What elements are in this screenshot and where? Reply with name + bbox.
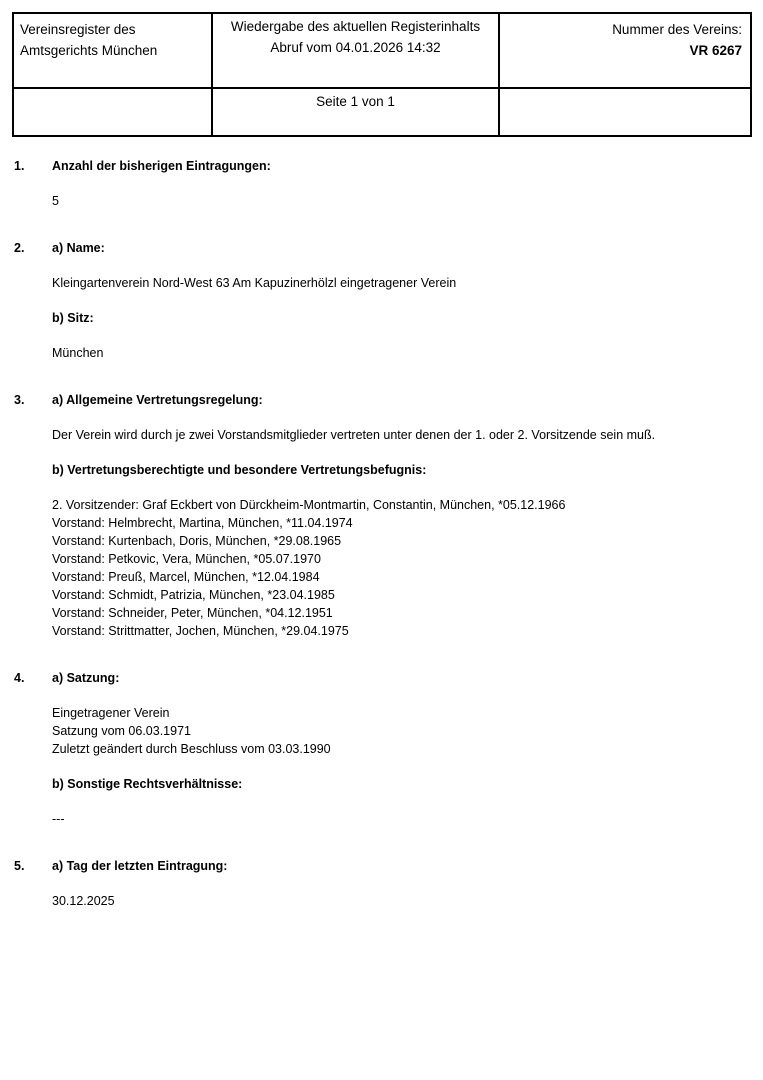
section-content [52, 669, 749, 845]
block-line: Vorstand: Helmbrecht, Martina, München, *11.04.1974 [52, 516, 353, 530]
header-table [12, 12, 752, 137]
block-lines [52, 496, 749, 640]
block-line: Vorstand: Schmidt, Patrizia, München, *23.04.1985 [52, 588, 335, 602]
register-number-label: Nummer des Vereins: [612, 22, 742, 37]
sections-container [0, 137, 763, 927]
register-section [14, 157, 749, 227]
section-content [52, 391, 749, 657]
block-lines [52, 426, 749, 444]
block-line: Vorstand: Kurtenbach, Doris, München, *29.08.1965 [52, 534, 342, 548]
block-heading: Anzahl der bisherigen Eintragungen: [52, 159, 271, 173]
court-line-1: Vereinsregister des [20, 22, 136, 37]
number-cell [499, 13, 751, 88]
block-line: Eingetragener Verein [52, 706, 170, 720]
block-lines [52, 810, 749, 828]
block-heading: b) Sonstige Rechtsverhältnisse: [52, 777, 243, 791]
empty-cell-left [13, 88, 212, 136]
block-lines [52, 344, 749, 362]
section-number: 1. [14, 159, 25, 173]
empty-cell-right [499, 88, 751, 136]
block-line: Vorstand: Petkovic, Vera, München, *05.07.1970 [52, 552, 321, 566]
block-line: 2. Vorsitzender: Graf Eckbert von Dürckheim-Montmartin, Constantin, München, *05.12.1966 [52, 498, 566, 512]
retrieval-date: Abruf vom 04.01.2026 14:32 [270, 40, 441, 55]
block-line: Kleingartenverein Nord-West 63 Am Kapuzinerhölzl eingetragener Verein [52, 276, 457, 290]
block-line: Satzung vom 06.03.1971 [52, 724, 191, 738]
document-title: Wiedergabe des aktuellen Registerinhalts [230, 19, 481, 34]
register-section [14, 857, 749, 927]
block-line: Der Verein wird durch je zwei Vorstandsmitglieder vertreten unter denen der 1. oder 2. Vorsitzende sein muß. [52, 428, 656, 442]
block-heading: a) Allgemeine Vertretungsregelung: [52, 393, 263, 407]
court-cell [13, 13, 212, 88]
page-info: Seite 1 von 1 [316, 94, 395, 109]
register-document [0, 12, 763, 927]
block-line: München [52, 346, 104, 360]
court-line-2: Amtsgerichts München [20, 43, 158, 58]
block-line: --- [52, 812, 65, 826]
register-section [14, 669, 749, 845]
section-number: 5. [14, 859, 25, 873]
block-heading: a) Name: [52, 241, 105, 255]
block-lines [52, 274, 749, 292]
section-number: 4. [14, 671, 25, 685]
section-content [52, 857, 749, 927]
register-section [14, 239, 749, 379]
section-number: 2. [14, 241, 25, 255]
block-lines [52, 192, 749, 210]
register-number-value: VR 6267 [689, 43, 742, 58]
block-heading: a) Satzung: [52, 671, 120, 685]
block-line: 5 [52, 194, 59, 208]
block-lines [52, 704, 749, 758]
page-info-cell [212, 88, 499, 136]
section-content [52, 157, 749, 227]
block-heading: b) Vertretungsberechtigte und besondere Vertretungsbefugnis: [52, 463, 427, 477]
block-heading: b) Sitz: [52, 311, 94, 325]
block-line: 30.12.2025 [52, 894, 115, 908]
register-section [14, 391, 749, 657]
block-lines [52, 892, 749, 910]
section-content [52, 239, 749, 379]
title-cell [212, 13, 499, 88]
block-heading: a) Tag der letzten Eintragung: [52, 859, 228, 873]
block-line: Zuletzt geändert durch Beschluss vom 03.03.1990 [52, 742, 331, 756]
block-line: Vorstand: Strittmatter, Jochen, München, *29.04.1975 [52, 624, 349, 638]
block-line: Vorstand: Preuß, Marcel, München, *12.04.1984 [52, 570, 320, 584]
block-line: Vorstand: Schneider, Peter, München, *04.12.1951 [52, 606, 333, 620]
section-number: 3. [14, 393, 25, 407]
